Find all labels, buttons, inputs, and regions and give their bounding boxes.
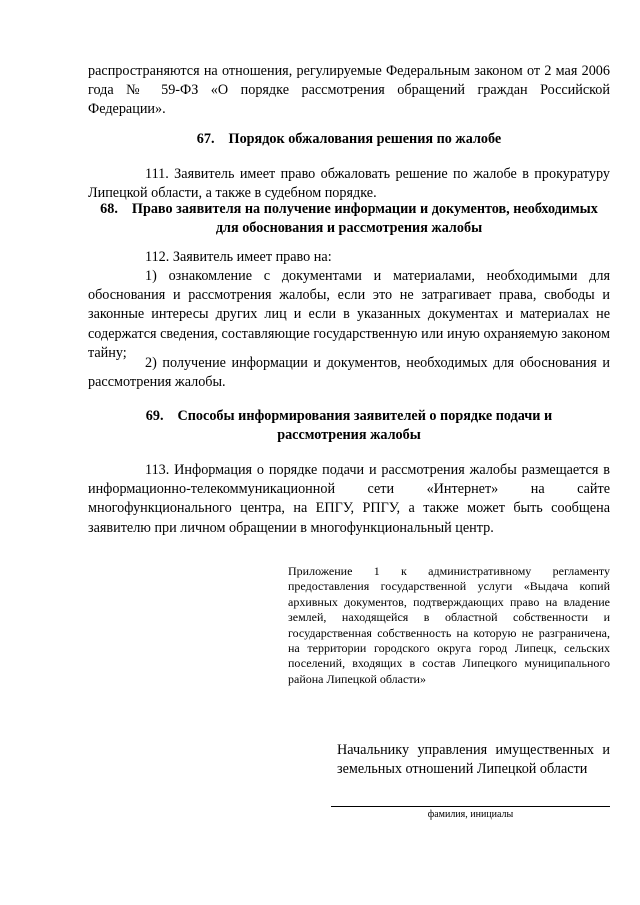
section-68-title: Право заявителя на получение информации и документов, необходимых для обоснования и рассмотрения жалобы [131, 201, 598, 236]
signature-line [331, 806, 610, 807]
addressee-block: Начальнику управления имущественных и земельных отношений Липецкой области [337, 742, 610, 777]
intro-paragraph: распространяются на отношения, регулируемые Федеральным законом от 2 мая 2006 года № 59-ФЗ «О порядке рассмотрения обращений граждан Российской Федерации». [88, 63, 610, 118]
section-69-title: Способы информирования заявителей о порядке подачи и рассмотрения жалобы [177, 408, 553, 443]
section-67-number: 67. [196, 131, 215, 147]
paragraph-112-item-2: 2) получение информации и документов, необходимых для обоснования и рассмотрения жалобы. [88, 355, 610, 391]
section-67-heading [88, 130, 610, 149]
paragraph-112: 112. Заявитель имеет право на: [145, 249, 332, 265]
section-69-heading [100, 407, 598, 444]
section-68-number: 68. [100, 201, 118, 217]
signature-caption: фамилия, инициалы [427, 809, 514, 820]
section-67-title: Порядок обжалования решения по жалобе [228, 131, 502, 147]
annex-note: Приложение 1 к административному регламенту предоставления государственной услуги «Выдача копий архивных документов, подтверждающих право на владение землей, находящейся в областной собственности и государственная собственность на которую не разграничена, на территории городского округа город Липецк, сельских поселений, входящих в состав Липецкого муниципального района Липецкой области» [288, 564, 610, 686]
section-69-number: 69. [145, 408, 164, 424]
paragraph-112-item-1: 1) ознакомление с документами и материалами, необходимыми для обоснования и рассмотрения жалобы, если это не затрагивает права, свободы и законные интересы других лиц и если в указанных документах и материалах не содержатся сведения, составляющие государственную или иную охраняемую законом тайну; [88, 268, 610, 361]
paragraph-111: 111. Заявитель имеет право обжаловать решение по жалобе в прокуратуру Липецкой области, а также в судебном порядке. [88, 166, 610, 202]
section-68-heading [100, 200, 598, 237]
paragraph-113: 113. Информация о порядке подачи и рассмотрения жалобы размещается в информационно-телекоммуникационной сети «Интернет» на сайте многофункционального центра, на ЕПГУ, РПГУ, а также может быть сообщена заявителю при личном обращении в многофункциональный центр. [88, 462, 610, 536]
